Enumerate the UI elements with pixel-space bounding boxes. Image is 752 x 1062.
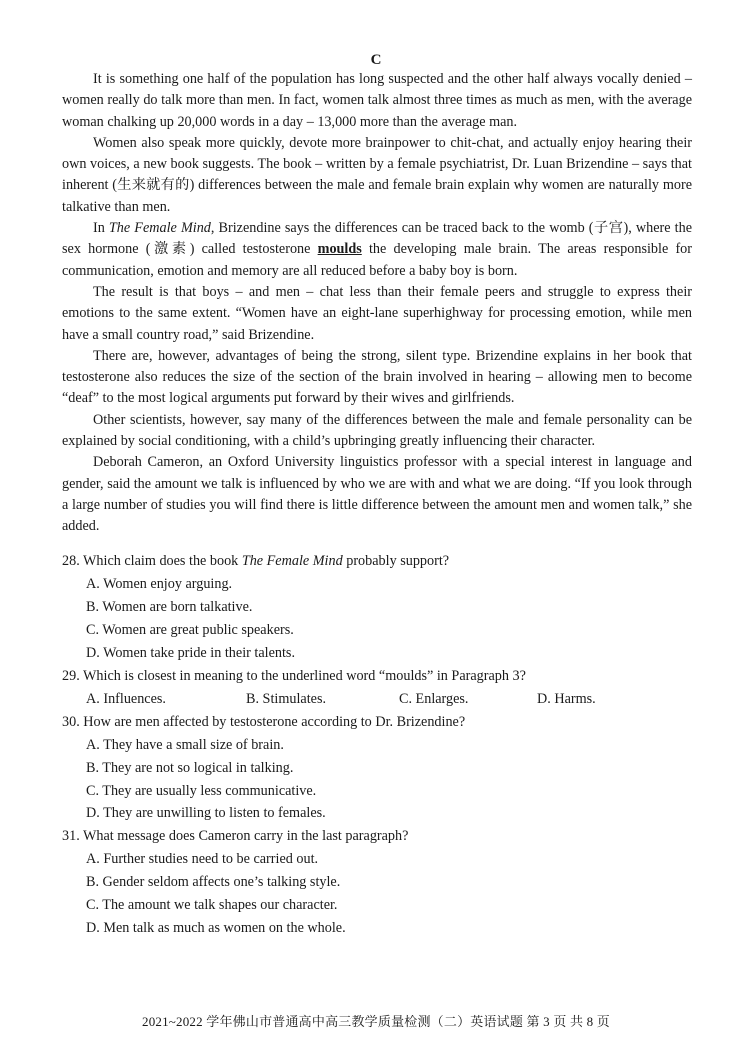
option-b: B. Stimulates. (246, 690, 327, 707)
option-b: B. They are not so logical in talking. (86, 759, 294, 776)
stem-text: 28. Which claim does the book (62, 553, 242, 569)
passage-paragraph-7: Deborah Cameron, an Oxford University linguistics professor with a special interest in language and gender, said the amount we talk is influenced by who we are with and what we are doing. “If you look through a large number of studies you will find there is little difference between the amount men and women talk,” she added. (62, 454, 692, 535)
passage-paragraph-6: Other scientists, however, say many of the differences between the male and female personality can be explained by social conditioning, with a child’s upbringing greatly influencing their character. (62, 411, 692, 450)
option-a: A. Women enjoy arguing. (86, 575, 233, 592)
underlined-word: moulds (317, 241, 362, 258)
option-c: C. Women are great public speakers. (86, 621, 294, 638)
option-a: A. They have a small size of brain. (86, 736, 284, 753)
passage-paragraph-1: It is something one half of the population has long suspected and the other half always vocally denied – women really do talk more than men. In fact, women talk almost three times as much as men, with the average woman chalking up 20,000 words in a day – 13,000 more than the average man. (62, 71, 692, 130)
question-stem: 30. How are men affected by testosterone according to Dr. Brizendine? (62, 713, 466, 730)
stem-text: probably support? (342, 553, 450, 569)
paragraph-3-text-after: the developing male brain. The areas responsible for communication, emotion and memory are all reduced before a baby boy is born. (62, 241, 692, 279)
section-title: C (370, 52, 382, 68)
passage-paragraph-5: There are, however, advantages of being the strong, silent type. Brizendine explains in her book that testosterone also reduces the size of the section of the brain involved in hearing – allowing men to become “deaf” to the most logical arguments put forward by their wives and girlfriends. (62, 347, 692, 407)
option-d: D. They are unwilling to listen to females. (86, 805, 326, 822)
paragraph-3-text-before: , Brizendine says the differences can be traced back to the womb (子宫), where the sex hormone (激素) called testosterone (62, 220, 692, 258)
passage-paragraph-4: The result is that boys – and men – chat less than their female peers and struggle to express their emotions to the same extent. “Women have an eight-lane superhighway for processing emotion, while men have a small country road,” said Brizendine. (62, 283, 692, 343)
question-30 (62, 711, 692, 826)
passage-paragraph-2: Women also speak more quickly, devote more brainpower to chit-chat, and actually enjoy hearing their own voices, a new book suggests. The book – written by a female psychiatrist, Dr. Luan Brizendine – says that inherent (生来就有的) differences between the male and female brain explain why women are naturally more talkative than men. (62, 134, 692, 215)
question-list (62, 550, 692, 940)
question-28 (62, 550, 692, 665)
question-29 (62, 665, 692, 711)
option-c: C. The amount we talk shapes our character. (86, 897, 338, 914)
question-stem (62, 550, 692, 573)
option-b: B. Women are born talkative. (86, 598, 253, 615)
option-d: D. Men talk as much as women on the whole. (86, 920, 346, 937)
question-stem: 29. Which is closest in meaning to the underlined word “moulds” in Paragraph 3? (62, 667, 526, 684)
option-a: A. Influences. (86, 690, 166, 707)
book-title: The Female Mind (108, 220, 211, 237)
option-c: C. They are usually less communicative. (86, 782, 317, 799)
question-stem: 31. What message does Cameron carry in the last paragraph? (62, 828, 409, 845)
option-b: B. Gender seldom affects one’s talking style. (86, 874, 341, 891)
option-a: A. Further studies need to be carried out. (86, 851, 319, 868)
option-c: C. Enlarges. (399, 690, 469, 707)
paragraph-3-prefix: In (93, 220, 109, 237)
stem-book-title: The Female Mind (241, 553, 343, 569)
question-31 (62, 825, 692, 940)
page-footer: 2021~2022 学年佛山市普通高中高三教学质量检测（二）英语试题 第 3 页 共 8 页 (142, 1014, 610, 1029)
inline-options (62, 688, 692, 711)
passage-paragraph-3 (62, 218, 692, 282)
option-d: D. Women take pride in their talents. (86, 644, 295, 661)
reading-passage (62, 69, 692, 538)
option-d: D. Harms. (537, 690, 596, 707)
